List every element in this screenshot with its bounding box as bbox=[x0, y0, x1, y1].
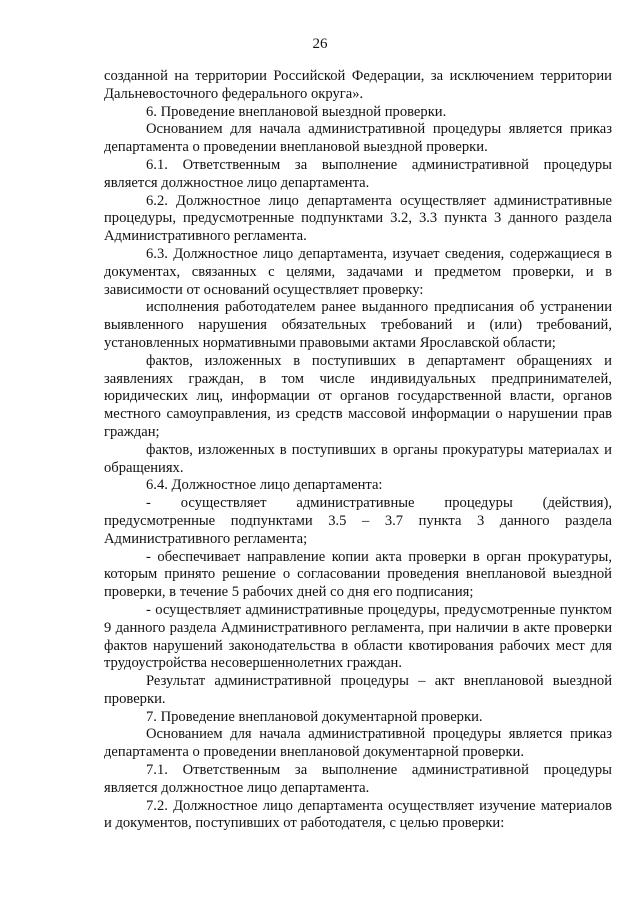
paragraph: исполнения работодателем ранее выданного предписания об устранении выявленного нарушения обязательных требований и (или) требований, установленных нормативными правовыми актами Ярославской области; bbox=[104, 299, 612, 351]
paragraph: Результат административной процедуры – акт внеплановой выездной проверки. bbox=[104, 673, 612, 707]
paragraph: Основанием для начала административной процедуры является приказ департамента о проведении внеплановой выездной проверки. bbox=[104, 121, 612, 156]
paragraph: 6.3. Должностное лицо департамента, изучает сведения, содержащиеся в документах, связанных с целями, задачами и предметом проверки, и в зависимости от оснований осуществляет проверку: bbox=[104, 245, 612, 298]
paragraph: Основанием для начала административной процедуры является приказ департамента о проведении внеплановой документарной проверки. bbox=[104, 726, 612, 761]
paragraph: фактов, изложенных в поступивших в органы прокуратуры материалах и обращениях. bbox=[104, 441, 612, 476]
paragraph: 6. Проведение внеплановой выездной проверки. bbox=[146, 103, 447, 120]
paragraph: 6.4. Должностное лицо департамента: bbox=[146, 477, 383, 494]
page-number: 26 bbox=[312, 36, 328, 52]
paragraph: 7. Проведение внеплановой документарной проверки. bbox=[146, 708, 483, 725]
paragraph: фактов, изложенных в поступивших в департамент обращениях и заявлениях граждан, в том числе индивидуальных предпринимателей, юридических лиц, информации от органов государственной власти, органов местного самоуправления, из средств массовой информации о нарушении прав граждан; bbox=[104, 352, 612, 440]
paragraph: 7.2. Должностное лицо департамента осуществляет изучение материалов и документов, поступивших от работодателя, с целью проверки: bbox=[104, 797, 612, 832]
paragraph: 6.1. Ответственным за выполнение административной процедуры является должностное лицо департамента. bbox=[104, 156, 612, 191]
paragraph: - осуществляет административные процедуры (действия), предусмотренные подпунктами 3.5 – 3.7 пункта 3 данного раздела Административного регламента; bbox=[104, 495, 612, 547]
paragraph: - осуществляет административные процедуры, предусмотренные пунктом 9 данного раздела Административного регламента, при наличии в акте проверки фактов нарушений законодательства в области квотирования рабочих мест для трудоустройства несовершеннолетних граждан. bbox=[104, 601, 612, 672]
paragraph: 7.1. Ответственным за выполнение административной процедуры является должностное лицо департамента. bbox=[104, 762, 612, 796]
document-body bbox=[104, 68, 612, 833]
paragraph: 6.2. Должностное лицо департамента осуществляет административные процедуры, предусмотренные подпунктами 3.2, 3.3 пункта 3 данного раздела Административного регламента. bbox=[104, 192, 612, 245]
paragraph: созданной на территории Российской Федерации, за исключением территории Дальневосточного федерального округа». bbox=[104, 68, 612, 102]
paragraph: - обеспечивает направление копии акта проверки в орган прокуратуры, которым принято решение о согласовании проведения внеплановой выездной проверки, в течение 5 рабочих дней со дня его подписания; bbox=[104, 548, 612, 601]
